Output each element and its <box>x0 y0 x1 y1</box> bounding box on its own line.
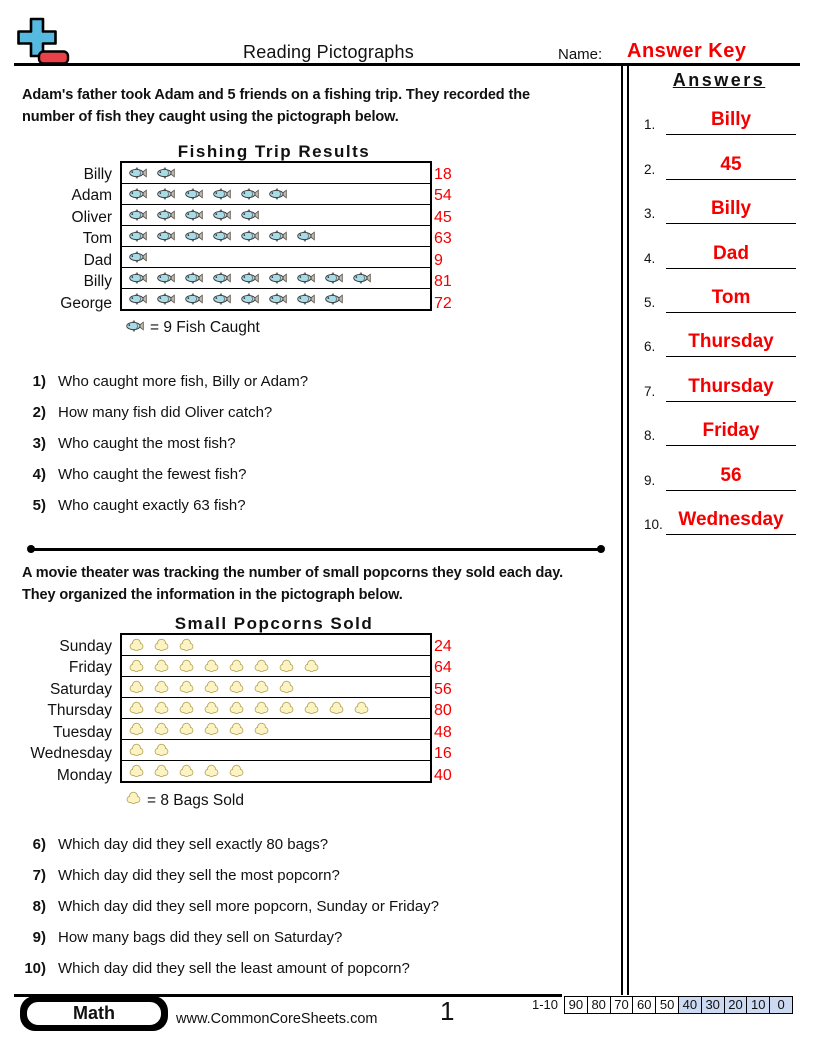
grade-cell: 20 <box>724 997 747 1013</box>
question <box>0 497 596 513</box>
answer-blank-line <box>666 179 796 180</box>
answer-value: 56 <box>720 464 742 486</box>
fish-icon <box>297 272 315 284</box>
row-value: 63 <box>434 230 452 247</box>
question <box>0 960 596 976</box>
row-label: Wednesday <box>30 745 112 762</box>
chart-row-labels <box>0 636 112 787</box>
question <box>0 836 596 852</box>
popcorn-icon <box>154 659 169 674</box>
question <box>0 404 596 420</box>
popcorn-icon <box>179 680 194 695</box>
fish-icon <box>241 230 259 242</box>
row-label: Monday <box>56 766 112 784</box>
answer-number: 2. <box>644 161 656 177</box>
grade-cell: 70 <box>610 997 633 1013</box>
row-value: 72 <box>434 294 452 312</box>
answer-number: 9. <box>644 472 656 488</box>
questions-1-5 <box>0 373 596 528</box>
question-text: Who caught the most fish? <box>58 435 236 452</box>
grade-cell: 30 <box>701 997 724 1013</box>
chart-title: Small Popcorns Sold <box>174 614 374 633</box>
popcorn-icon <box>179 764 194 779</box>
answer-blank-line <box>666 490 796 491</box>
pictograph-row <box>122 655 430 676</box>
popcorn-icon <box>129 680 144 695</box>
popcorn-icon <box>154 722 169 737</box>
grade-cell: 10 <box>746 997 769 1013</box>
chart-legend <box>126 319 260 337</box>
answer-item <box>632 183 802 227</box>
answer-item <box>632 316 802 360</box>
answer-blank-line <box>666 223 796 224</box>
answer-value: Dad <box>713 242 749 264</box>
answer-item <box>632 138 802 182</box>
grade-scale <box>498 996 793 1014</box>
intro-line: They organized the information in the pictograph below. <box>22 587 403 603</box>
answer-item <box>632 94 802 138</box>
fish-icon <box>157 188 175 200</box>
popcorn-icon <box>129 701 144 716</box>
page-title: Reading Pictographs <box>243 42 414 62</box>
answer-value: 45 <box>720 153 742 175</box>
answer-item <box>632 272 802 316</box>
answer-value: Billy <box>710 198 752 220</box>
question-number: 1) <box>32 373 46 390</box>
question-text: Who caught exactly 63 fish? <box>58 497 246 514</box>
row-value: 9 <box>434 251 443 269</box>
answer-item <box>632 405 802 449</box>
pictograph-row <box>122 246 430 267</box>
answer-number: 3. <box>644 206 656 222</box>
popcorn-icon <box>279 659 294 674</box>
legend-icon-slot <box>126 791 141 811</box>
question-text: How many fish did Oliver catch? <box>58 404 273 421</box>
fish-icon <box>157 230 175 242</box>
row-value: 16 <box>434 745 452 762</box>
answer-blank-line <box>666 134 796 135</box>
grade-cell: 90 <box>568 997 584 1012</box>
pictograph-table <box>120 161 432 311</box>
popcorn-icon <box>154 764 169 779</box>
answer-value: Thursday <box>688 375 774 397</box>
answer-number: 10. <box>644 516 663 532</box>
question-number: 3) <box>32 435 46 452</box>
popcorn-icon <box>204 722 219 737</box>
answer-blank-line <box>666 401 796 402</box>
popcorn-icon <box>279 680 294 695</box>
popcorn-icon <box>354 701 369 716</box>
grade-cell: 0 <box>769 997 792 1013</box>
fish-icon <box>353 272 371 284</box>
pictograph-row <box>122 288 430 309</box>
fish-icon <box>213 209 231 221</box>
subject-badge <box>20 996 168 1031</box>
answer-number: 5. <box>644 294 656 310</box>
answer-blank-line <box>666 312 796 313</box>
pictograph-row <box>122 635 430 655</box>
popcorn-icon <box>126 791 141 806</box>
fish-icon <box>185 230 203 242</box>
fish-icon <box>241 209 259 221</box>
popcorn-icon <box>179 722 194 737</box>
row-value: 56 <box>434 680 452 698</box>
fish-icon <box>129 230 147 242</box>
row-label: Tuesday <box>53 723 112 741</box>
grade-cell: 50 <box>655 997 678 1013</box>
question-number: 10) <box>24 960 46 977</box>
popcorn-icon <box>204 701 219 716</box>
row-value: 48 <box>434 723 452 741</box>
header-divider <box>14 63 800 66</box>
fish-icon <box>325 272 343 284</box>
answer-value: Wednesday <box>678 508 784 530</box>
question-number: 5) <box>32 497 46 514</box>
pictograph-row <box>122 163 430 183</box>
question <box>0 373 596 389</box>
fish-icon <box>269 272 287 284</box>
question <box>0 929 596 945</box>
grade-cell: 40 <box>678 997 701 1013</box>
intro-line: number of fish they caught using the pictograph below. <box>22 109 399 125</box>
pictograph-row <box>122 739 430 760</box>
fish-icon <box>157 209 175 221</box>
fish-icon <box>129 209 147 221</box>
popcorn-icon <box>129 659 144 674</box>
row-label: Saturday <box>49 680 112 698</box>
pictograph-row <box>122 676 430 697</box>
row-value: 54 <box>434 187 452 204</box>
commoncoresheets-logo <box>16 16 70 66</box>
answer-value: Billy <box>710 109 752 131</box>
subject-label: Math <box>25 1000 163 1027</box>
question-text: Who caught the fewest fish? <box>58 466 247 483</box>
pictograph-table <box>120 633 432 783</box>
fish-icon <box>213 272 231 284</box>
question-number: 2) <box>32 404 46 421</box>
row-value: 45 <box>434 208 452 226</box>
popcorn-icon <box>179 659 194 674</box>
chart-row-values <box>434 164 452 315</box>
answer-key-label: Answer Key <box>627 40 747 62</box>
popcorn-icon <box>154 638 169 653</box>
answers-list <box>632 94 802 538</box>
fish-icon <box>213 230 231 242</box>
pictograph-row <box>122 183 430 204</box>
question <box>0 898 596 914</box>
fish-icon <box>269 188 287 200</box>
popcorn-icon <box>204 680 219 695</box>
popcorn-icon <box>154 680 169 695</box>
popcorn-icon <box>254 722 269 737</box>
answer-number: 8. <box>644 428 656 444</box>
popcorn-icon <box>179 701 194 716</box>
logo-minus-icon <box>39 52 68 64</box>
pictograph-row <box>122 204 430 225</box>
answer-value: Thursday <box>688 331 774 353</box>
pictograph-row <box>122 225 430 246</box>
grade-table <box>564 996 793 1014</box>
fish-icon <box>269 230 287 242</box>
question-text: Which day did they sell the least amount of popcorn? <box>58 960 410 977</box>
popcorn-icon <box>254 659 269 674</box>
fish-icon <box>241 188 259 200</box>
popcorn-icon <box>229 722 244 737</box>
fish-icon <box>157 272 175 284</box>
question-number: 9) <box>32 929 46 946</box>
legend-text: = 9 Fish Caught <box>150 319 260 336</box>
fish-icon <box>126 320 144 332</box>
fish-icon <box>129 167 147 179</box>
popcorn-icon <box>129 743 144 758</box>
row-label: Friday <box>68 659 112 676</box>
question-number: 8) <box>32 898 46 915</box>
grade-cell: 80 <box>587 997 610 1013</box>
row-label: Adam <box>71 187 112 204</box>
popcorn-icon <box>329 701 344 716</box>
website-url: www.CommonCoreSheets.com <box>176 1011 378 1027</box>
answer-value: Friday <box>702 420 760 442</box>
popcorn-icon <box>254 701 269 716</box>
answer-blank-line <box>666 268 796 269</box>
fish-icon <box>241 293 259 305</box>
row-value: 18 <box>434 165 452 183</box>
question-text: Which day did they sell more popcorn, Sunday or Friday? <box>58 898 440 915</box>
fish-icon <box>185 209 203 221</box>
questions-6-10 <box>0 836 596 991</box>
popcorn-icon <box>204 659 219 674</box>
question <box>0 435 596 451</box>
problem1-intro <box>22 84 530 128</box>
question <box>0 466 596 482</box>
popcorn-icon <box>229 659 244 674</box>
question-number: 4) <box>32 466 46 483</box>
row-label: Billy <box>83 273 112 290</box>
question-number: 7) <box>32 867 46 884</box>
question-text: Which day did they sell exactly 80 bags? <box>58 836 329 853</box>
pictograph-row <box>122 267 430 288</box>
grade-range-label: 1-10 <box>531 997 558 1013</box>
row-label: Tom <box>82 230 112 247</box>
fish-icon <box>185 272 203 284</box>
chart-row-values <box>434 636 452 787</box>
question-number: 6) <box>32 836 46 853</box>
legend-text: = 8 Bags Sold <box>147 792 244 809</box>
popcorn-icon <box>129 764 144 779</box>
popcorn-icon <box>229 701 244 716</box>
fish-icon <box>325 293 343 305</box>
question-text: How many bags did they sell on Saturday? <box>58 929 343 946</box>
row-value: 80 <box>434 702 452 719</box>
problem2-intro <box>22 562 563 606</box>
row-label: Sunday <box>59 637 112 655</box>
legend-icon-slot <box>126 319 144 337</box>
chart-row-labels <box>0 164 112 315</box>
fish-icon <box>269 293 287 305</box>
popcorn-icon <box>154 743 169 758</box>
row-value: 64 <box>434 659 452 676</box>
answer-item <box>632 494 802 538</box>
row-value: 24 <box>434 637 452 655</box>
popcorn-icon <box>179 638 194 653</box>
chart-legend <box>126 791 244 811</box>
popcorn-icon <box>229 764 244 779</box>
fish-icon <box>157 293 175 305</box>
fish-icon <box>185 188 203 200</box>
answer-number: 6. <box>644 339 656 355</box>
fish-icon <box>297 230 315 242</box>
answer-blank-line <box>666 445 796 446</box>
popcorn-icon <box>254 680 269 695</box>
answers-heading: Answers <box>672 70 766 90</box>
fish-icon <box>185 293 203 305</box>
popcorn-icon <box>304 659 319 674</box>
row-label: Oliver <box>71 208 112 226</box>
question <box>0 867 596 883</box>
fish-icon <box>297 293 315 305</box>
fish-icon <box>213 188 231 200</box>
popcorn-icon <box>154 701 169 716</box>
fish-icon <box>129 293 147 305</box>
question-text: Who caught more fish, Billy or Adam? <box>58 373 309 390</box>
row-label: George <box>60 294 112 312</box>
pictograph-row <box>122 718 430 739</box>
intro-line: Adam's father took Adam and 5 friends on a fishing trip. They recorded the <box>22 87 530 103</box>
fish-icon <box>129 251 147 263</box>
popcorn-icon <box>129 638 144 653</box>
answer-item <box>632 227 802 271</box>
popcorn-icon <box>129 722 144 737</box>
popcorn-icon <box>229 680 244 695</box>
answers-divider <box>621 64 629 995</box>
popcorn-icon <box>204 764 219 779</box>
pictograph-row <box>122 697 430 718</box>
answer-item <box>632 360 802 404</box>
fish-icon <box>213 293 231 305</box>
answer-number: 7. <box>644 383 656 399</box>
answer-number: 4. <box>644 250 656 266</box>
section-divider <box>30 548 602 551</box>
row-label: Thursday <box>47 702 112 719</box>
row-value: 40 <box>434 766 452 784</box>
chart-title: Fishing Trip Results <box>177 142 371 161</box>
intro-line: A movie theater was tracking the number of small popcorns they sold each day. <box>22 565 564 581</box>
popcorn-icon <box>304 701 319 716</box>
row-label: Dad <box>83 251 112 269</box>
fish-icon <box>157 167 175 179</box>
popcorn-icon <box>279 701 294 716</box>
answer-item <box>632 449 802 493</box>
fish-icon <box>129 188 147 200</box>
fish-icon <box>241 272 259 284</box>
answer-number: 1. <box>644 117 656 133</box>
fish-icon <box>129 272 147 284</box>
question-text: Which day did they sell the most popcorn? <box>58 867 340 884</box>
name-label: Name: <box>558 46 603 63</box>
row-label: Billy <box>83 165 112 183</box>
pictograph-row <box>122 760 430 781</box>
page-number: 1 <box>440 996 455 1026</box>
row-value: 81 <box>434 273 452 290</box>
answer-blank-line <box>666 356 796 357</box>
answer-value: Tom <box>711 286 751 308</box>
answer-blank-line <box>666 534 796 535</box>
grade-cell: 60 <box>632 997 655 1013</box>
